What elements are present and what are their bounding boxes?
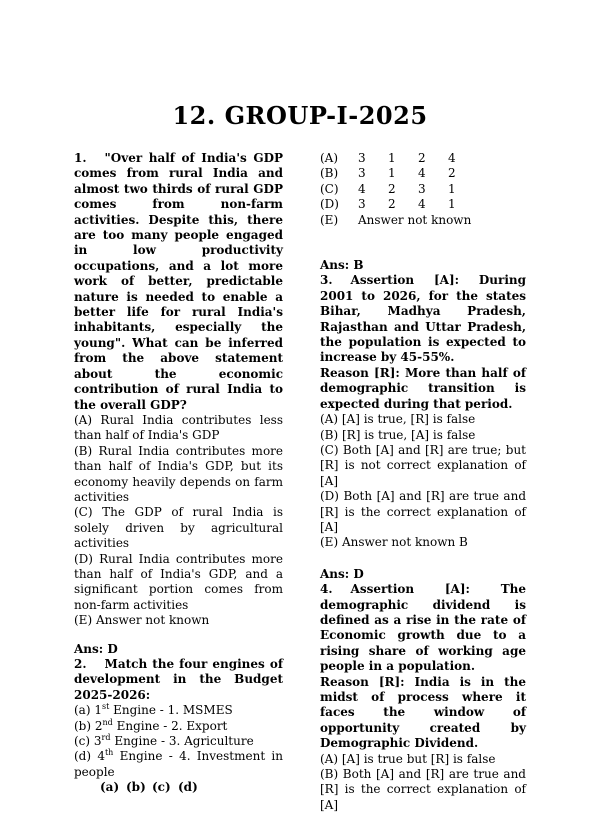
match-d-rest: Engine - 4. Investment in people: [74, 749, 284, 779]
question-4-assertion: [320, 582, 526, 674]
match-header-a: (a): [100, 780, 120, 795]
option-row-b-value-4: 2: [448, 166, 456, 181]
question-2-number: 2.: [74, 657, 87, 671]
question-3-option-a: (A) [A] is true, [R] is false: [320, 412, 476, 427]
question-2-option-row-c: [320, 182, 526, 197]
match-b-rest: Engine - 2. Export: [112, 718, 228, 733]
option-row-e-label: (E): [320, 212, 339, 227]
match-a-prefix: (a) 1: [74, 703, 102, 718]
question-2: [74, 657, 283, 703]
option-row-e-text: Answer not known: [358, 212, 472, 227]
question-1-option-b: (B) Rural India contributes more than half of India's GDP, but its economy heavily depends on farm activities: [74, 443, 283, 504]
question-2-option-row-a: [320, 151, 526, 166]
option-row-d-value-4: 1: [448, 197, 456, 212]
option-row-c-value-2: 2: [388, 181, 396, 196]
option-row-a-value-3: 2: [418, 151, 426, 165]
match-a-ordinal-suffix: st: [101, 702, 110, 712]
question-2-match-d: [74, 749, 283, 780]
question-3-option-c: (C) Both [A] and [R] are true; but [R] is not correct explanation of [A]: [320, 442, 526, 488]
option-row-d-value-2: 2: [388, 197, 396, 212]
option-row-d-label: (D): [320, 197, 339, 212]
option-row-a-value-1: 3: [358, 151, 366, 165]
option-row-c-value-4: 1: [448, 181, 456, 196]
option-row-d-value-3: 4: [418, 197, 426, 212]
question-4-reason: Reason [R]: India is in the midst of process where it faces the window of opportunity created by Demographic Dividend.: [320, 674, 526, 751]
question-2-match-c: [74, 734, 283, 749]
question-2-option-row-d: [320, 197, 526, 212]
question-2-match-a: [74, 703, 283, 718]
match-b-ordinal-suffix: nd: [102, 717, 113, 727]
question-3-option-d: (D) Both [A] and [R] are true and [R] is the correct explanation of [A]: [320, 489, 526, 534]
question-2-match-column-header: [100, 780, 283, 795]
option-row-d-value-1: 3: [358, 197, 366, 212]
match-a-rest: Engine - 1. MSMES: [109, 703, 233, 718]
question-2-text: Match the four engines of development in the Budget 2025-2026:: [74, 657, 283, 702]
question-4-option-a: (A) [A] is true but [R] is false: [320, 751, 496, 766]
question-1-option-e: (E) Answer not known: [74, 613, 210, 628]
question-2-match-b: [74, 719, 283, 734]
question-4-number: 4.: [320, 582, 333, 597]
option-row-c-label: (C): [320, 181, 339, 196]
match-d-ordinal-suffix: th: [104, 748, 114, 758]
option-row-a-label: (A): [320, 151, 339, 165]
two-column-layout: [74, 151, 526, 813]
question-1-option-a: (A) Rural India contributes less than half of India's GDP: [74, 412, 283, 443]
option-row-b-value-3: 4: [418, 166, 426, 181]
question-3-answer: Ans: D: [320, 566, 364, 581]
question-4-assertion-text: Assertion [A]: The demographic dividend is defined as a rise in the rate of Economic growth due to a rising share of working age people in a population.: [320, 582, 526, 674]
match-header-c: (c): [152, 780, 171, 795]
question-3-number: 3.: [320, 273, 333, 288]
match-header-d: (d): [178, 780, 198, 795]
match-d-prefix: (d) 4: [74, 749, 105, 764]
question-1-answer: Ans: D: [74, 641, 118, 656]
page-title: 12. GROUP-I-2025: [172, 101, 428, 130]
question-2-answer: Ans: B: [320, 258, 364, 273]
right-column: [320, 151, 526, 813]
question-1-number: 1.: [74, 151, 87, 165]
question-3-reason: Reason [R]: More than half of demographic transition is expected during that period.: [320, 365, 526, 411]
question-1-text: "Over half of India's GDP comes from rural India and almost two thirds of rural GDP comes from non-farm activities. Despite this, there are too many people engaged in low productivity occupations, and a lot more work of better, predictable nature is needed to enable a better life for rural India's inhabitants, especially the young". What can be inferred from the above statement about the economic contribution of rural India to the overall GDP?: [74, 151, 283, 412]
question-2-option-row-b: [320, 166, 526, 181]
match-header-b: (b): [126, 780, 146, 795]
left-column: [74, 151, 283, 813]
option-row-b-value-1: 3: [358, 166, 366, 181]
question-4-option-b: (B) Both [A] and [R] are true and [R] is the correct explanation of [A]: [320, 767, 526, 812]
option-row-c-value-3: 3: [418, 181, 426, 196]
option-row-a-value-4: 4: [448, 151, 456, 165]
question-3-option-b: (B) [R] is true, [A] is false: [320, 427, 476, 442]
question-3-option-e: (E) Answer not known B: [320, 535, 468, 550]
question-1-option-d: (D) Rural India contributes more than half of India's GDP, and a significant portion comes from non-farm activities: [74, 551, 283, 612]
match-c-prefix: (c) 3: [74, 734, 102, 749]
match-c-ordinal-suffix: rd: [101, 733, 111, 743]
question-3-assertion: [320, 273, 526, 365]
option-row-b-value-2: 1: [388, 166, 396, 181]
option-row-a-value-2: 1: [388, 151, 396, 165]
question-1: [74, 151, 283, 413]
question-1-option-c: (C) The GDP of rural India is solely driven by agricultural activities: [74, 505, 283, 551]
match-c-rest: Engine - 3. Agriculture: [110, 734, 254, 749]
option-row-b-label: (B): [320, 166, 339, 181]
option-row-c-value-1: 4: [358, 181, 366, 196]
question-3-assertion-text: Assertion [A]: During 2001 to 2026, for the states Bihar, Madhya Pradesh, Rajasthan and Uttar Pradesh, the population is expected to increase by 45-55%.: [320, 273, 526, 365]
question-2-option-row-e: [320, 213, 526, 228]
match-b-prefix: (b) 2: [74, 718, 103, 733]
